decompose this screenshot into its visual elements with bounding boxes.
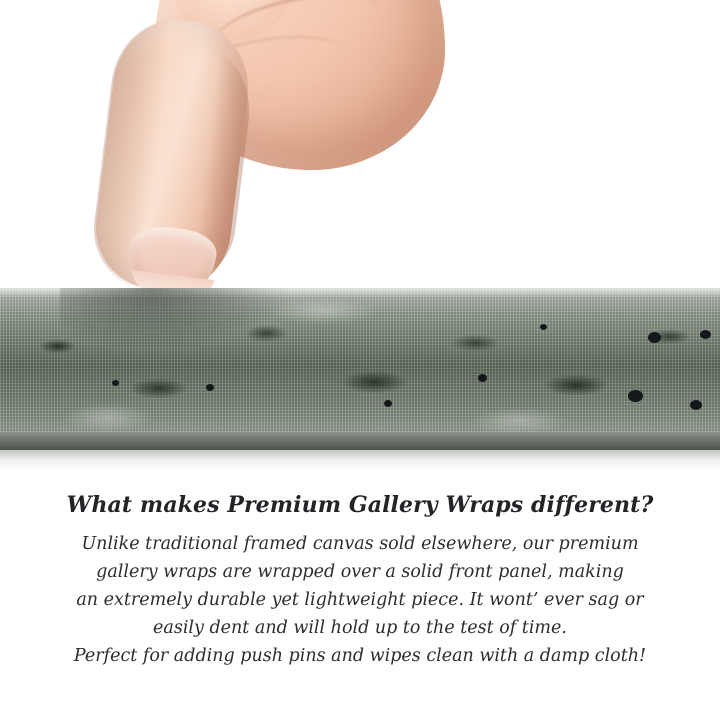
canvas-speck (648, 332, 661, 343)
canvas-edge-strip (0, 288, 720, 450)
canvas-speck (112, 380, 119, 386)
panel-drop-shadow (0, 450, 720, 470)
canvas-speck (540, 324, 547, 330)
canvas-bottom-edge (0, 432, 720, 450)
canvas-speck (206, 384, 214, 391)
canvas-speck (628, 390, 643, 402)
canvas-speck (700, 330, 711, 339)
caption-line: Unlike traditional framed canvas sold elsewhere, our premium (81, 534, 639, 554)
caption-line: easily dent and will hold up to the test of time. (153, 618, 567, 638)
caption-body (0, 530, 720, 670)
caption-block (0, 492, 720, 670)
caption-line: gallery wraps are wrapped over a solid front panel, making (96, 562, 624, 582)
canvas-top-highlight (0, 288, 720, 298)
canvas-speck (690, 400, 702, 410)
hand-icon (95, 0, 440, 320)
caption-line: Perfect for adding push pins and wipes clean with a damp cloth! (73, 646, 647, 666)
caption-heading: What makes Premium Gallery Wraps different? (66, 492, 654, 518)
canvas-speck (478, 374, 487, 382)
canvas-speck (384, 400, 392, 407)
caption-line: an extremely durable yet lightweight piece. It wont’ ever sag or (76, 590, 644, 610)
